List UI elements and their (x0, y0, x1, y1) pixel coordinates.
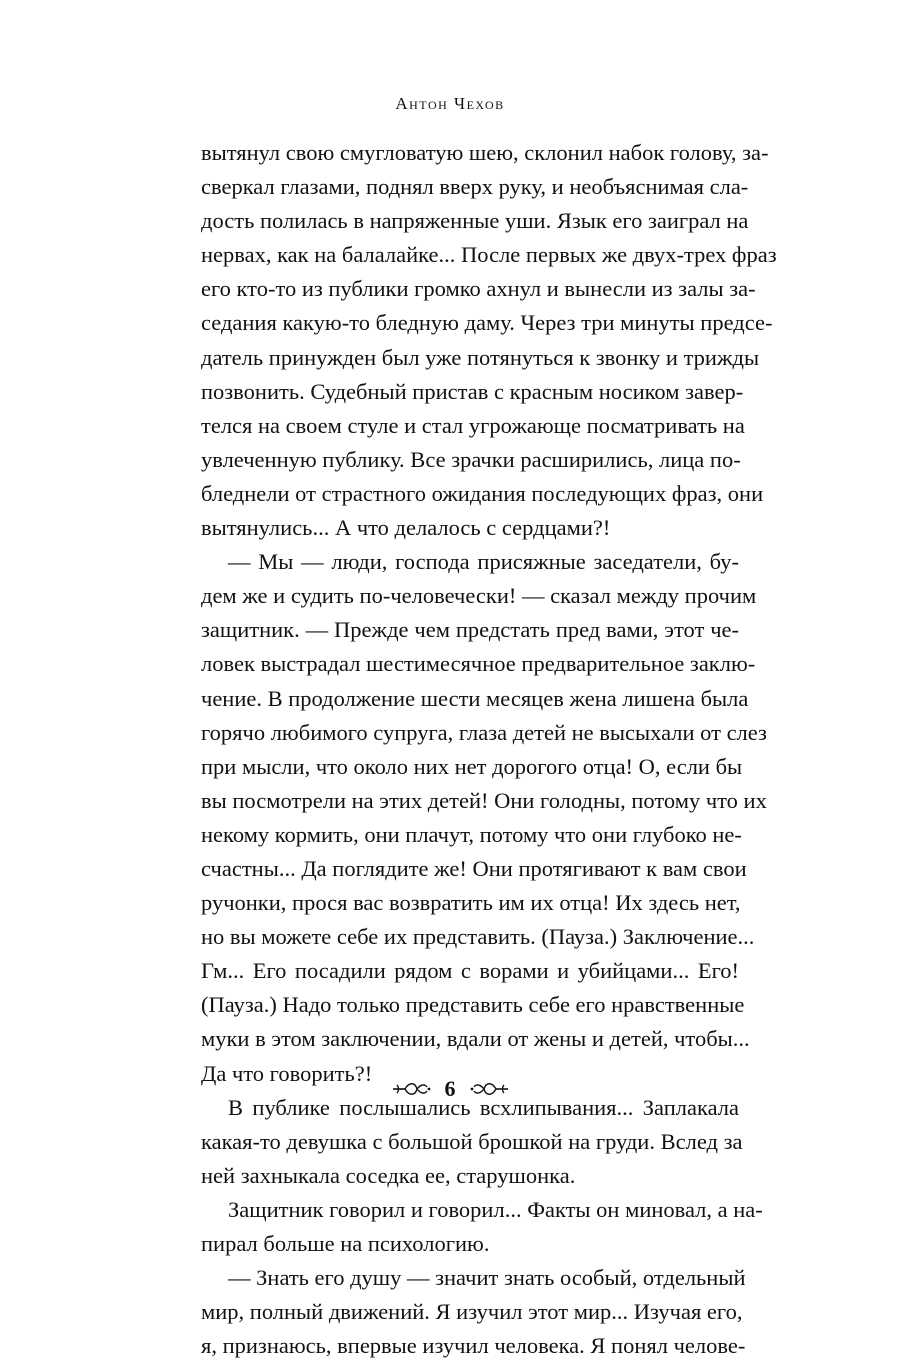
text-line: ловек выстрадал шестимесячное предварительное заклю- (201, 651, 756, 677)
text-line: пирал больше на психологию. (201, 1231, 490, 1256)
text-line: вы посмотрели на этих детей! Они голодны, потому что их (201, 787, 767, 813)
text-line: дем же и судить по-человечески! — сказал между прочим (201, 583, 757, 609)
text-line: нервах, как на балалайке... После первых же двух-трех фраз (201, 242, 777, 268)
text-line: ней захныкала соседка ее, старушонка. (201, 1162, 576, 1188)
left-ornament-icon (391, 1080, 431, 1098)
text-line: (Пауза.) Надо только представить себе его нравственные (201, 992, 745, 1018)
text-line: позвонить. Судебный пристав с красным носиком завер- (201, 378, 744, 404)
text-line: защитник. — Прежде чем предстать пред вами, этот че- (201, 617, 739, 643)
text-line: его кто-то из публики громко ахнул и вынесли из залы за- (201, 276, 756, 302)
page-number: 6 (444, 1076, 456, 1101)
right-ornament-icon (470, 1080, 510, 1098)
running-head: Антон Чехов (395, 94, 505, 113)
text-line: мир, полный движений. Я изучил этот мир... Изучая его, (201, 1299, 743, 1325)
text-line: увлеченную публику. Все зрачки расширились, лица по- (201, 446, 741, 472)
text-line: счастны... Да поглядите же! Они протягивают к вам свои (201, 855, 747, 881)
text-line: Защитник говорил и говорил... Факты он миновал, а на- (228, 1196, 763, 1222)
text-line: дость полилась в напряженные уши. Язык его заиграл на (201, 208, 749, 234)
text-line: какая-то девушка с большой брошкой на груди. Вслед за (201, 1128, 743, 1154)
text-line: горячо любимого супруга, глаза детей не высыхали от слез (201, 719, 767, 745)
text-line: — Мы — люди, господа присяжные заседатели, бу- (228, 549, 739, 575)
text-line: чение. В продолжение шести месяцев жена лишена была (201, 685, 749, 711)
text-line: вытянулись... А что делалось с сердцами?! (201, 515, 611, 541)
page-footer (0, 1076, 900, 1102)
text-line: при мысли, что около них нет дорогого отца! О, если бы (201, 753, 743, 779)
text-line: Гм... Его посадили рядом с ворами и убийцами... Его! (201, 958, 739, 984)
text-line: телся на своем стуле и стал угрожающе посматривать на (201, 412, 745, 438)
text-line: муки в этом заключении, вдали от жены и детей, чтобы... (201, 1026, 750, 1052)
text-line: — Знать его душу — значит знать особый, отдельный (228, 1265, 746, 1291)
text-line: ручонки, прося вас возвратить им их отца! Их здесь нет, (201, 890, 741, 916)
text-line: некому кормить, они плачут, потому что они глубоко не- (201, 821, 742, 847)
text-line: В публике послышались всхлипывания... Заплакала (228, 1094, 739, 1120)
text-line: бледнели от страстного ожидания последующих фраз, они (201, 480, 764, 506)
text-line: сверкал глазами, поднял вверх руку, и необъяснимая сла- (201, 174, 749, 200)
body-text (201, 136, 777, 1363)
text-line: датель принужден был уже потянуться к звонку и трижды (201, 344, 760, 370)
text-line: вытянул свою смугловатую шею, склонил набок голову, за- (201, 140, 769, 165)
text-line: я, признаюсь, впервые изучил человека. Я понял челове- (201, 1333, 746, 1359)
text-line: Да что говорить?! (201, 1060, 373, 1086)
text-line: но вы можете себе их представить. (Пауза.) Заключение... (201, 924, 755, 950)
text-line: седания какую-то бледную даму. Через три минуты предсе- (201, 310, 773, 336)
